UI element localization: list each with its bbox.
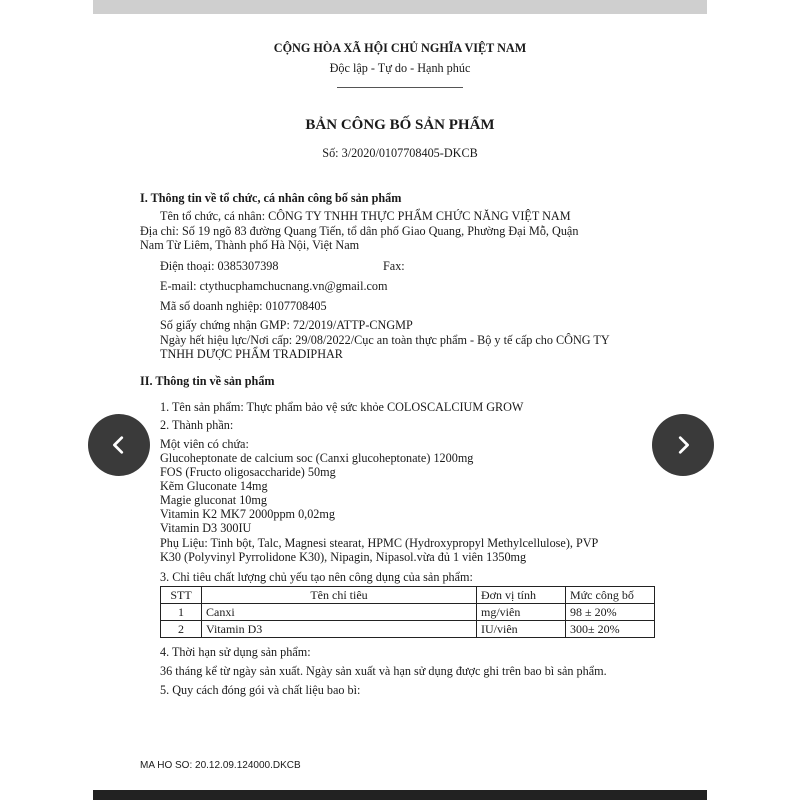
- section2-heading: II. Thông tin về sản phẩm: [140, 374, 275, 388]
- shelf-life: 36 tháng kể từ ngày sản xuất. Ngày sản xuất và hạn sử dụng được ghi trên bao bì sản phẩm.: [160, 664, 607, 678]
- record-code: MA HO SO: 20.12.09.124000.DKCB: [140, 760, 301, 771]
- table-cell: 2: [161, 621, 202, 638]
- phone: Điện thoại: 0385307398: [160, 259, 279, 273]
- table-row: [161, 621, 655, 638]
- table-header-cell: Tên chỉ tiêu: [202, 587, 477, 604]
- table-header-cell: Mức công bố: [566, 587, 655, 604]
- org-name: Tên tổ chức, cá nhân: CÔNG TY TNHH THỰC PHẨM CHỨC NĂNG VIỆT NAM: [160, 209, 571, 223]
- gmp-certificate: Số giấy chứng nhận GMP: 72/2019/ATTP-CNGMP: [160, 318, 413, 332]
- email: E-mail: ctythucphamchucnang.vn@gmail.com: [160, 279, 388, 293]
- validity-line-1: Ngày hết hiệu lực/Nơi cấp: 29/08/2022/Cục an toàn thực phẩm - Bộ y tế cấp cho CÔNG TY: [160, 333, 610, 347]
- document-number: Số: 3/2020/0107708405-DKCB: [322, 146, 478, 160]
- address-line-1: Địa chỉ: Số 19 ngõ 83 đường Quang Tiến, tổ dân phố Giao Quang, Phường Đại Mỗ, Quận: [140, 224, 579, 238]
- table-cell: Canxi: [202, 604, 477, 621]
- top-band: [93, 0, 707, 14]
- chevron-right-icon: [672, 434, 694, 456]
- header-divider: [337, 87, 463, 88]
- ingredients-heading: 2. Thành phần:: [160, 418, 234, 432]
- ingredient-line: FOS (Fructo oligosaccharide) 50mg: [160, 465, 336, 479]
- table-row: [161, 604, 655, 621]
- table-cell: mg/viên: [477, 604, 566, 621]
- ingredient-line: Vitamin K2 MK7 2000ppm 0,02mg: [160, 507, 335, 521]
- ingredient-line: Glucoheptonate de calcium soc (Canxi glucoheptonate) 1200mg: [160, 451, 474, 465]
- fax: Fax:: [383, 259, 405, 273]
- packaging-heading: 5. Quy cách đóng gói và chất liệu bao bì:: [160, 683, 361, 697]
- ingredient-line: Kẽm Gluconate 14mg: [160, 479, 268, 493]
- chevron-left-icon: [108, 434, 130, 456]
- country-heading: CỘNG HÒA XÃ HỘI CHỦ NGHĨA VIỆT NAM: [273, 41, 527, 55]
- quality-table: [160, 586, 655, 638]
- table-header-row: [161, 587, 655, 604]
- table-header-cell: Đơn vị tính: [477, 587, 566, 604]
- table-cell: 300± 20%: [566, 621, 655, 638]
- product-name: 1. Tên sản phẩm: Thực phẩm bảo vệ sức khỏe COLOSCALCIUM GROW: [160, 400, 524, 414]
- motto: Độc lập - Tự do - Hạnh phúc: [329, 61, 471, 75]
- section1-heading: I. Thông tin về tổ chức, cá nhân công bố sản phẩm: [140, 191, 402, 205]
- ingredient-line: Vitamin D3 300IU: [160, 521, 252, 535]
- table-cell: Vitamin D3: [202, 621, 477, 638]
- address-line-2: Nam Từ Liêm, Thành phố Hà Nội, Việt Nam: [140, 238, 360, 252]
- ingredient-line: K30 (Polyvinyl Pyrrolidone K30), Nipagin, Nipasol.vừa đủ 1 viên 1350mg: [160, 550, 527, 564]
- table-cell: IU/viên: [477, 621, 566, 638]
- shelf-life-heading: 4. Thời hạn sử dụng sản phẩm:: [160, 645, 311, 659]
- table-cell: 98 ± 20%: [566, 604, 655, 621]
- business-code: Mã số doanh nghiệp: 0107708405: [160, 299, 327, 313]
- document-title: BẢN CÔNG BỐ SẢN PHẨM: [305, 117, 495, 133]
- bottom-band: [93, 790, 707, 800]
- table-header-cell: STT: [161, 587, 202, 604]
- ingredient-line: Phụ Liệu: Tinh bột, Talc, Magnesi stearat, HPMC (Hydroxypropyl Methylcellulose), PVP: [160, 536, 599, 550]
- ingredient-line: Magie gluconat 10mg: [160, 493, 267, 507]
- table-cell: 1: [161, 604, 202, 621]
- quality-heading: 3. Chỉ tiêu chất lượng chủ yếu tạo nên công dụng của sản phẩm:: [160, 570, 473, 584]
- validity-line-2: TNHH DƯỢC PHẨM TRADIPHAR: [160, 347, 343, 361]
- next-image-button[interactable]: [652, 414, 714, 476]
- prev-image-button[interactable]: [88, 414, 150, 476]
- ingredient-line: Một viên có chứa:: [160, 437, 249, 451]
